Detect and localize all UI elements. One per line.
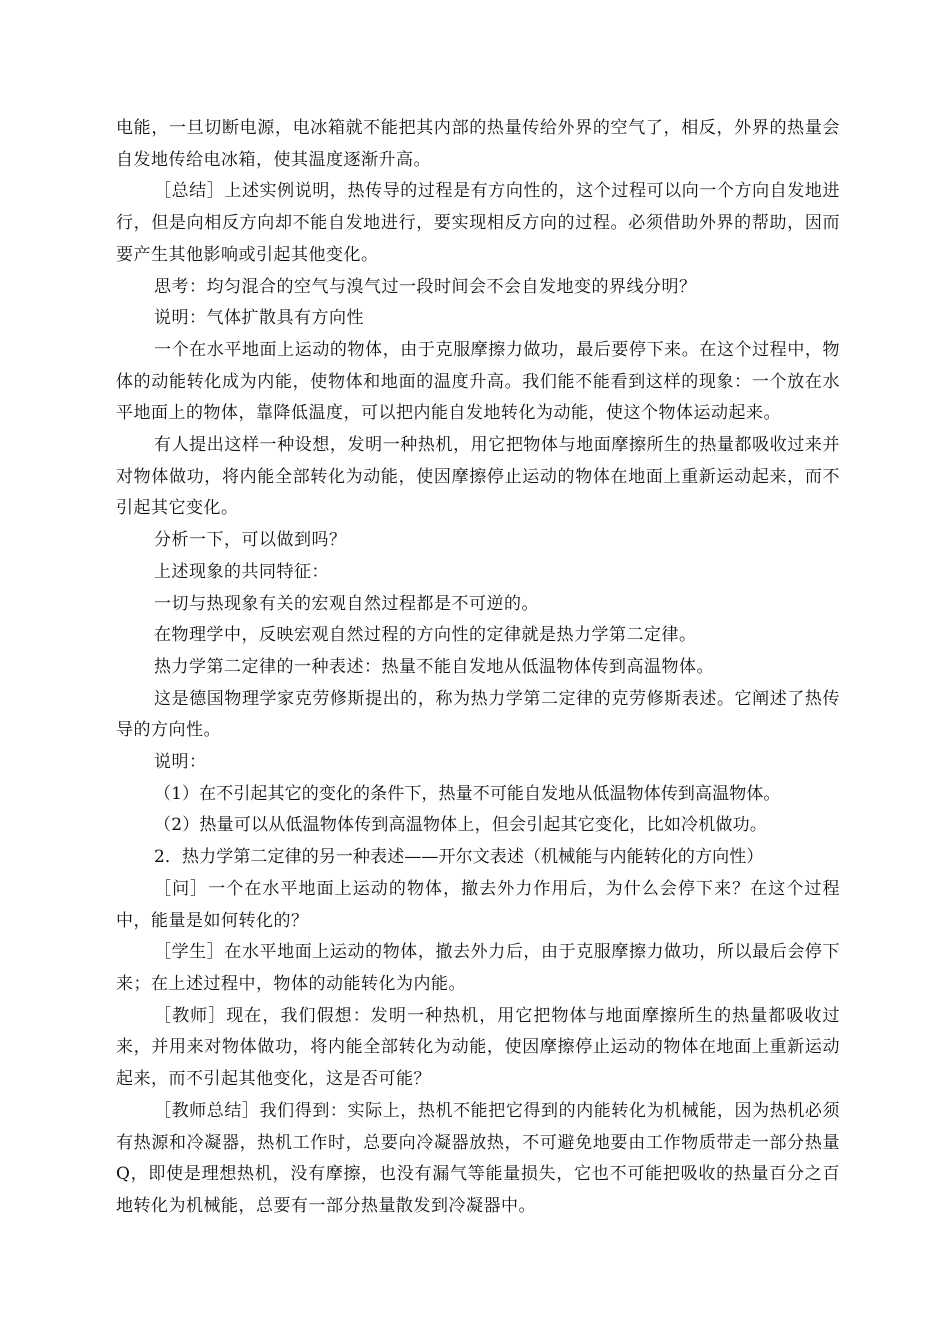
paragraph-moving-object: 一个在水平地面上运动的物体，由于克服摩擦力做功，最后要停下来。在这个过程中，物体的动能转化成为内能，使物体和地面的温度升高。我们能不能看到这样的现象：一个放在水平地面上的物体，靠降低温度，可以把内能自发地转化为动能，使这个物体运动起来。	[116, 339, 840, 424]
paragraph-note-2: （2）热量可以从低温物体传到高温物体上，但会引起其它变化，比如冷机做功。	[154, 815, 768, 836]
paragraph-think: 思考：均匀混合的空气与溴气过一段时间会不会自发地变的界线分明？	[154, 276, 697, 297]
paragraph-second-law: 在物理学中，反映宏观自然过程的方向性的定律就是热力学第二定律。	[154, 625, 697, 646]
document-page	[116, 113, 840, 1223]
paragraph-note-label: 说明：	[154, 752, 207, 773]
paragraph-note-1: （1）在不引起其它的变化的条件下，热量不可能自发地从低温物体传到高温物体。	[154, 783, 781, 804]
paragraph-intro: 电能，一旦切断电源，电冰箱就不能把其内部的热量传给外界的空气了，相反，外界的热量会自发地传给电冰箱，使其温度逐渐升高。	[116, 118, 840, 170]
paragraph-student: ［学生］在水平地面上运动的物体，撤去外力后，由于克服摩擦力做功，所以最后会停下来；在上述过程中，物体的动能转化为内能。	[116, 942, 840, 994]
paragraph-irreversible: 一切与热现象有关的宏观自然过程都是不可逆的。	[154, 593, 539, 614]
paragraph-clausius: 这是德国物理学家克劳修斯提出的，称为热力学第二定律的克劳修斯表述。它阐述了热传导的方向性。	[116, 688, 840, 741]
paragraph-analyze: 分析一下，可以做到吗？	[154, 530, 347, 551]
paragraph-heat-engine-idea: 有人提出这样一种设想，发明一种热机，用它把物体与地面摩擦所生的热量都吸收过来并对物体做功，将内能全部转化为动能，使因摩擦停止运动的物体在地面上重新运动起来，而不引起其它变化。	[116, 435, 840, 519]
paragraph-note-diffusion: 说明：气体扩散具有方向性	[154, 308, 364, 329]
paragraph-statement: 热力学第二定律的一种表述：热量不能自发地从低温物体传到高温物体。	[154, 656, 714, 677]
paragraph-question: ［问］一个在水平地面上运动的物体，撤去外力作用后，为什么会停下来？在这个过程中，能量是如何转化的？	[116, 878, 840, 931]
paragraph-common-feature: 上述现象的共同特征：	[154, 561, 329, 582]
paragraph-teacher: ［教师］现在，我们假想：发明一种热机，用它把物体与地面摩擦所生的热量都吸收过来，并用来对物体做功，将内能全部转化为动能，使因摩擦停止运动的物体在地面上重新运动起来，而不引起其他变化，这是否可能？	[116, 1005, 840, 1090]
paragraph-teacher-summary: ［教师总结］我们得到：实际上，热机不能把它得到的内能转化为机械能，因为热机必须有热源和冷凝器，热机工作时，总要向冷凝器放热，不可避免地要由工作物质带走一部分热量Q，即使是理想热机，没有摩擦，也没有漏气等能量损失，它也不可能把吸收的热量百分之百地转化为机械能，总要有一部分热量散发到冷凝器中。	[116, 1100, 840, 1216]
paragraph-summary: ［总结］上述实例说明，热传导的过程是有方向性的，这个过程可以向一个方向自发地进行，但是向相反方向却不能自发地进行，要实现相反方向的过程。必须借助外界的帮助，因而要产生其他影响或引起其他变化。	[116, 181, 840, 265]
section-heading-kelvin: 2．热力学第二定律的另一种表述——开尔文表述（机械能与内能转化的方向性）	[154, 847, 764, 868]
